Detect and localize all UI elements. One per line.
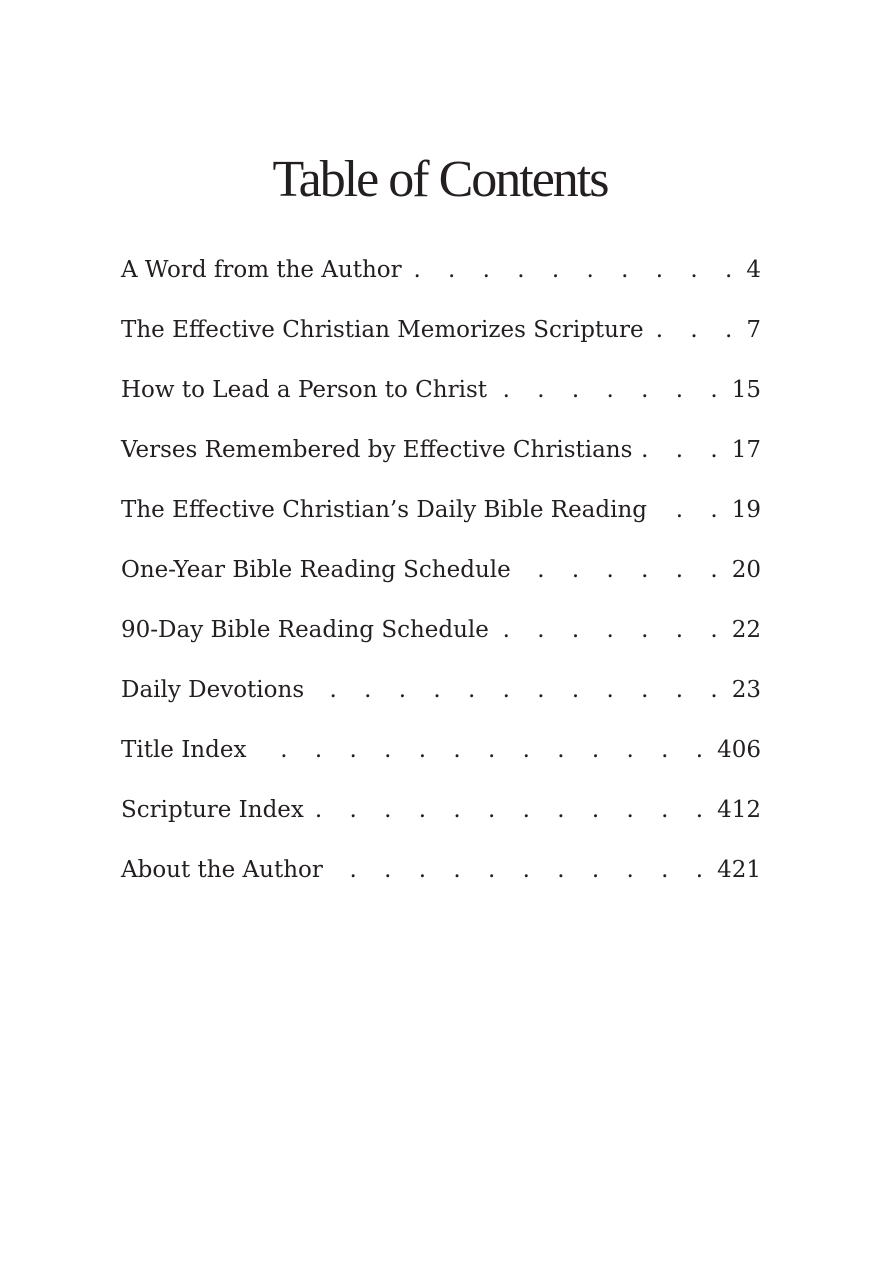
toc-entry-page-number: 15 (731, 377, 761, 403)
dot-leader (314, 668, 728, 712)
toc-entry-page-number: 17 (731, 437, 761, 463)
dot-leader (521, 548, 728, 592)
dot-leader (314, 788, 713, 832)
toc-entry (121, 368, 761, 428)
dot-leader (642, 428, 727, 472)
toc-entry-title: Verses Remembered by Effective Christians (121, 437, 633, 463)
toc-entry-page-number: 19 (731, 497, 761, 523)
toc-entry-title: The Effective Christian Memorizes Scripture (121, 317, 644, 343)
toc-entry-page-number: 406 (717, 737, 761, 763)
toc-entry-title: The Effective Christian’s Daily Bible Reading (121, 497, 648, 523)
dot-leader (333, 848, 713, 892)
toc-entry-title: 90-Day Bible Reading Schedule (121, 617, 489, 643)
toc-entry-page-number: 421 (717, 857, 761, 883)
dot-leader (256, 728, 713, 772)
toc-entry-title: Title Index (121, 737, 247, 763)
page-title: Table of Contents (272, 151, 608, 208)
toc-entry (121, 668, 761, 728)
dot-leader (412, 248, 743, 292)
dot-leader (654, 308, 743, 352)
toc-entry (121, 788, 761, 848)
toc-entry-page-number: 412 (717, 797, 761, 823)
toc-entry-page-number: 4 (746, 257, 761, 283)
toc-entry (121, 248, 761, 308)
toc-entry (121, 848, 761, 908)
toc-entry-title: Daily Devotions (121, 677, 305, 703)
dot-leader (657, 488, 728, 532)
toc-entry-page-number: 20 (731, 557, 761, 583)
toc-entry (121, 488, 761, 548)
toc-entry-title: About the Author (121, 857, 323, 883)
toc-entry-title: How to Lead a Person to Christ (121, 377, 487, 403)
toc-entry (121, 308, 761, 368)
toc-entry-title: One-Year Bible Reading Schedule (121, 557, 511, 583)
dot-leader (497, 368, 728, 412)
toc-entry-page-number: 22 (731, 617, 761, 643)
dot-leader (499, 608, 728, 652)
toc-entry-page-number: 7 (746, 317, 761, 343)
toc-entry-page-number: 23 (731, 677, 761, 703)
toc-entry (121, 608, 761, 668)
toc-entry (121, 548, 761, 608)
toc-entry (121, 728, 761, 788)
table-of-contents (121, 248, 761, 908)
toc-entry (121, 428, 761, 488)
toc-entry-title: Scripture Index (121, 797, 304, 823)
toc-entry-title: A Word from the Author (121, 257, 402, 283)
